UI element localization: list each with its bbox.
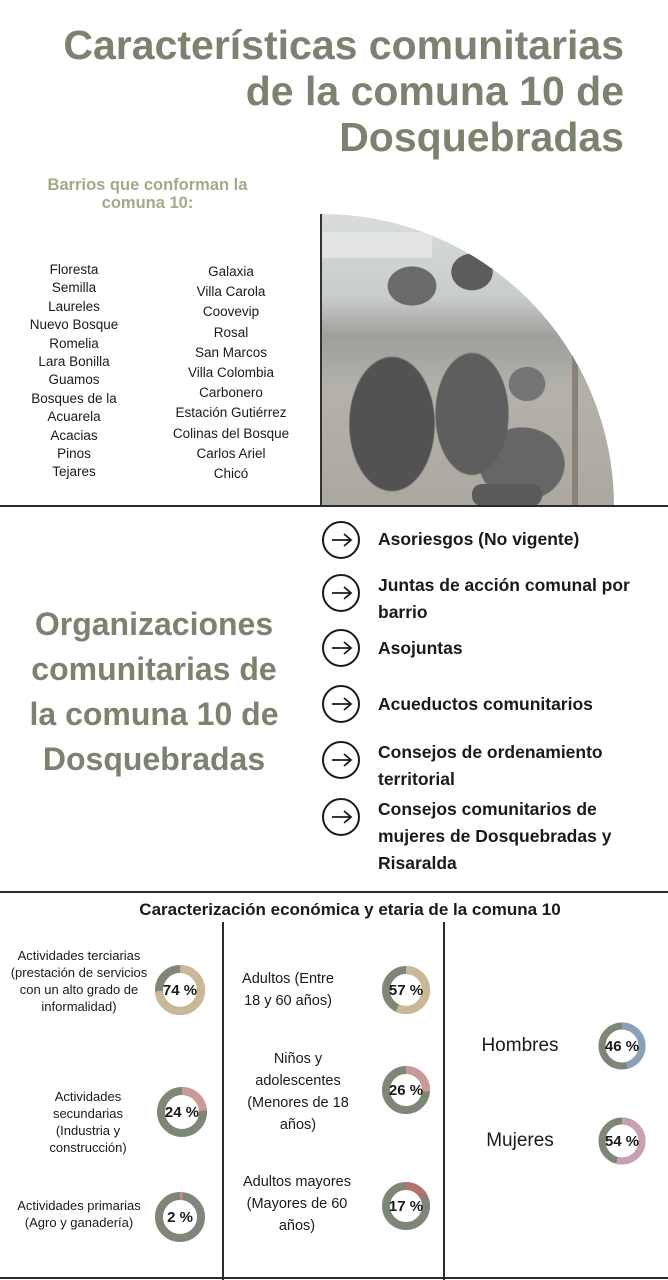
barrio-item: Coovevip bbox=[202, 304, 260, 320]
donut-chart bbox=[595, 1019, 649, 1073]
barrio-item: Galaxia bbox=[208, 264, 254, 279]
stat-label: Adultos (Entre 18 y 60 años) bbox=[242, 971, 334, 1009]
arrow-right-icon bbox=[322, 521, 360, 559]
donut-chart bbox=[378, 1178, 434, 1234]
stat-label: Actividades terciarias (prestación de servicios con un alto grado de informalidad) bbox=[10, 948, 148, 1014]
donut-percent-label: 26 % bbox=[388, 1082, 424, 1099]
divider bbox=[0, 505, 668, 507]
stat-label: Actividades secundarias (Industria y construcción) bbox=[49, 1089, 127, 1155]
barrio-item: Rosal bbox=[213, 324, 249, 340]
organizacion-label: Consejos comunitarios de mujeres de Dosquebradas y Risaralda bbox=[378, 799, 612, 873]
barrio-item: Romelia bbox=[49, 335, 99, 351]
donut-percent-label: 54 % bbox=[604, 1133, 640, 1150]
barrio-item: Carbonero bbox=[199, 385, 263, 401]
donut-percent-label: 74 % bbox=[162, 982, 198, 999]
arrow-right-icon bbox=[322, 629, 360, 667]
barrio-item: Colinas del Bosque bbox=[172, 425, 290, 441]
barrios-heading: Barrios que conforman la comuna 10: bbox=[47, 176, 248, 212]
stat-label: Adultos mayores (Mayores de 60 años) bbox=[243, 1174, 351, 1234]
organizacion-label: Consejos de ordenamiento territorial bbox=[378, 742, 603, 789]
donut-chart bbox=[153, 1083, 211, 1141]
barrio-item: Estación Gutiérrez bbox=[175, 405, 287, 421]
barrio-item: Villa Carola bbox=[196, 284, 266, 300]
page-title: Características comunitarias de la comuna 10 de Dosquebradas bbox=[63, 22, 624, 160]
donut-percent-label: 24 % bbox=[164, 1104, 200, 1121]
organizacion-label: Juntas de acción comunal por barrio bbox=[378, 575, 630, 622]
donut-chart bbox=[378, 962, 434, 1018]
column-divider bbox=[443, 922, 445, 1280]
barrio-item: Lara Bonilla bbox=[38, 354, 110, 370]
divider bbox=[0, 1277, 668, 1279]
gender-label: Mujeres bbox=[486, 1130, 554, 1151]
donut-chart bbox=[151, 961, 209, 1019]
donut-percent-label: 2 % bbox=[167, 1209, 193, 1226]
barrio-item: Guamos bbox=[48, 372, 100, 388]
children-photo bbox=[320, 214, 614, 506]
donut-chart bbox=[378, 1062, 434, 1118]
barrio-item: Chicó bbox=[213, 466, 249, 482]
barrio-item: Acuarela bbox=[47, 409, 101, 425]
barrio-item: San Marcos bbox=[194, 344, 268, 360]
economia-title: Caracterización económica y etaria de la comuna 10 bbox=[139, 900, 561, 919]
barrio-item: Carlos Ariel bbox=[196, 445, 266, 461]
organizacion-label: Asojuntas bbox=[378, 638, 463, 658]
barrio-item: Bosques de la bbox=[31, 390, 117, 406]
barrio-item: Floresta bbox=[49, 262, 99, 277]
barrio-item: Nuevo Bosque bbox=[29, 317, 119, 333]
donut-percent-label: 57 % bbox=[388, 982, 424, 999]
stat-label: Actividades primarias (Agro y ganadería) bbox=[17, 1198, 141, 1230]
donut-percent-label: 17 % bbox=[388, 1198, 424, 1215]
barrios-list-1 bbox=[26, 261, 122, 482]
organizacion-label: Acueductos comunitarios bbox=[378, 694, 593, 714]
organizaciones-title: Organizaciones comunitarias de la comuna 10 de Dosquebradas bbox=[29, 606, 279, 777]
barrio-item: Pinos bbox=[57, 446, 91, 462]
arrow-right-icon bbox=[322, 685, 360, 723]
barrios-list-2 bbox=[160, 262, 302, 484]
gender-label: Hombres bbox=[481, 1035, 559, 1056]
arrow-right-icon bbox=[322, 798, 360, 836]
divider bbox=[0, 891, 668, 893]
arrow-right-icon bbox=[322, 741, 360, 779]
barrio-item: Laureles bbox=[48, 298, 100, 314]
donut-chart bbox=[595, 1114, 649, 1168]
organizacion-label: Asoriesgos (No vigente) bbox=[378, 529, 580, 549]
arrow-right-icon bbox=[322, 574, 360, 612]
stat-label: Niños y adolescentes (Menores de 18 años) bbox=[247, 1051, 349, 1133]
donut-chart bbox=[151, 1188, 209, 1246]
barrio-item: Acacias bbox=[50, 427, 98, 443]
barrio-item: Semilla bbox=[51, 280, 97, 296]
barrio-item: Tejares bbox=[52, 464, 96, 480]
column-divider bbox=[222, 922, 224, 1280]
barrio-item: Villa Colombia bbox=[187, 365, 275, 381]
donut-percent-label: 46 % bbox=[604, 1038, 640, 1055]
